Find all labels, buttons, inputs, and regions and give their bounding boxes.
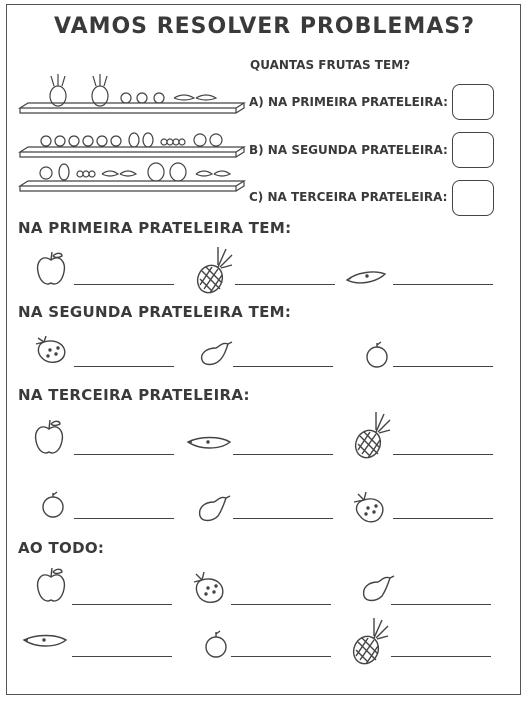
strawberry-icon bbox=[34, 336, 70, 366]
answer-line[interactable] bbox=[391, 656, 491, 657]
banana-icon bbox=[345, 268, 387, 288]
banana-icon bbox=[186, 434, 232, 454]
pear-icon bbox=[196, 494, 232, 524]
strawberry-icon bbox=[192, 572, 228, 608]
banana-icon bbox=[22, 632, 68, 652]
answer-line[interactable] bbox=[391, 604, 491, 605]
question-c-label: C) NA TERCEIRA PRATELEIRA: bbox=[249, 190, 448, 204]
answer-line[interactable] bbox=[393, 284, 493, 285]
strawberry-icon bbox=[352, 492, 388, 526]
orange-icon bbox=[203, 628, 229, 660]
page-title: VAMOS RESOLVER PROBLEMAS? bbox=[54, 14, 475, 39]
pineapple-icon bbox=[350, 614, 390, 666]
answer-line[interactable] bbox=[235, 284, 335, 285]
pear-icon bbox=[198, 340, 234, 368]
answer-box-a[interactable] bbox=[452, 84, 494, 120]
apple-icon bbox=[32, 418, 66, 458]
pineapple-icon bbox=[352, 408, 392, 460]
answer-line[interactable] bbox=[233, 518, 333, 519]
section-heading: NA SEGUNDA PRATELEIRA TEM: bbox=[18, 303, 292, 321]
orange-icon bbox=[40, 490, 66, 520]
answer-box-c[interactable] bbox=[452, 180, 494, 216]
answer-line[interactable] bbox=[72, 656, 172, 657]
answer-line[interactable] bbox=[231, 604, 331, 605]
pineapple-icon bbox=[194, 243, 234, 295]
answer-box-b[interactable] bbox=[452, 132, 494, 168]
answer-line[interactable] bbox=[393, 454, 493, 455]
answer-line[interactable] bbox=[72, 604, 172, 605]
answer-line[interactable] bbox=[393, 366, 493, 367]
section-heading: NA TERCEIRA PRATELEIRA: bbox=[18, 386, 250, 404]
pear-icon bbox=[360, 574, 396, 604]
answer-line[interactable] bbox=[74, 366, 174, 367]
section-heading: NA PRIMEIRA PRATELEIRA TEM: bbox=[18, 219, 292, 237]
answer-line[interactable] bbox=[393, 518, 493, 519]
apple-icon bbox=[34, 566, 68, 606]
question-title: QUANTAS FRUTAS TEM? bbox=[250, 58, 411, 72]
shelf-illustration bbox=[16, 68, 248, 198]
answer-line[interactable] bbox=[74, 454, 174, 455]
answer-line[interactable] bbox=[74, 284, 174, 285]
orange-icon bbox=[364, 340, 390, 370]
answer-line[interactable] bbox=[233, 454, 333, 455]
question-b-label: B) NA SEGUNDA PRATELEIRA: bbox=[249, 143, 448, 157]
question-a-label: A) NA PRIMEIRA PRATELEIRA: bbox=[249, 95, 448, 109]
answer-line[interactable] bbox=[74, 518, 174, 519]
section-heading: AO TODO: bbox=[18, 539, 105, 557]
apple-icon bbox=[34, 250, 68, 288]
answer-line[interactable] bbox=[233, 366, 333, 367]
answer-line[interactable] bbox=[231, 656, 331, 657]
